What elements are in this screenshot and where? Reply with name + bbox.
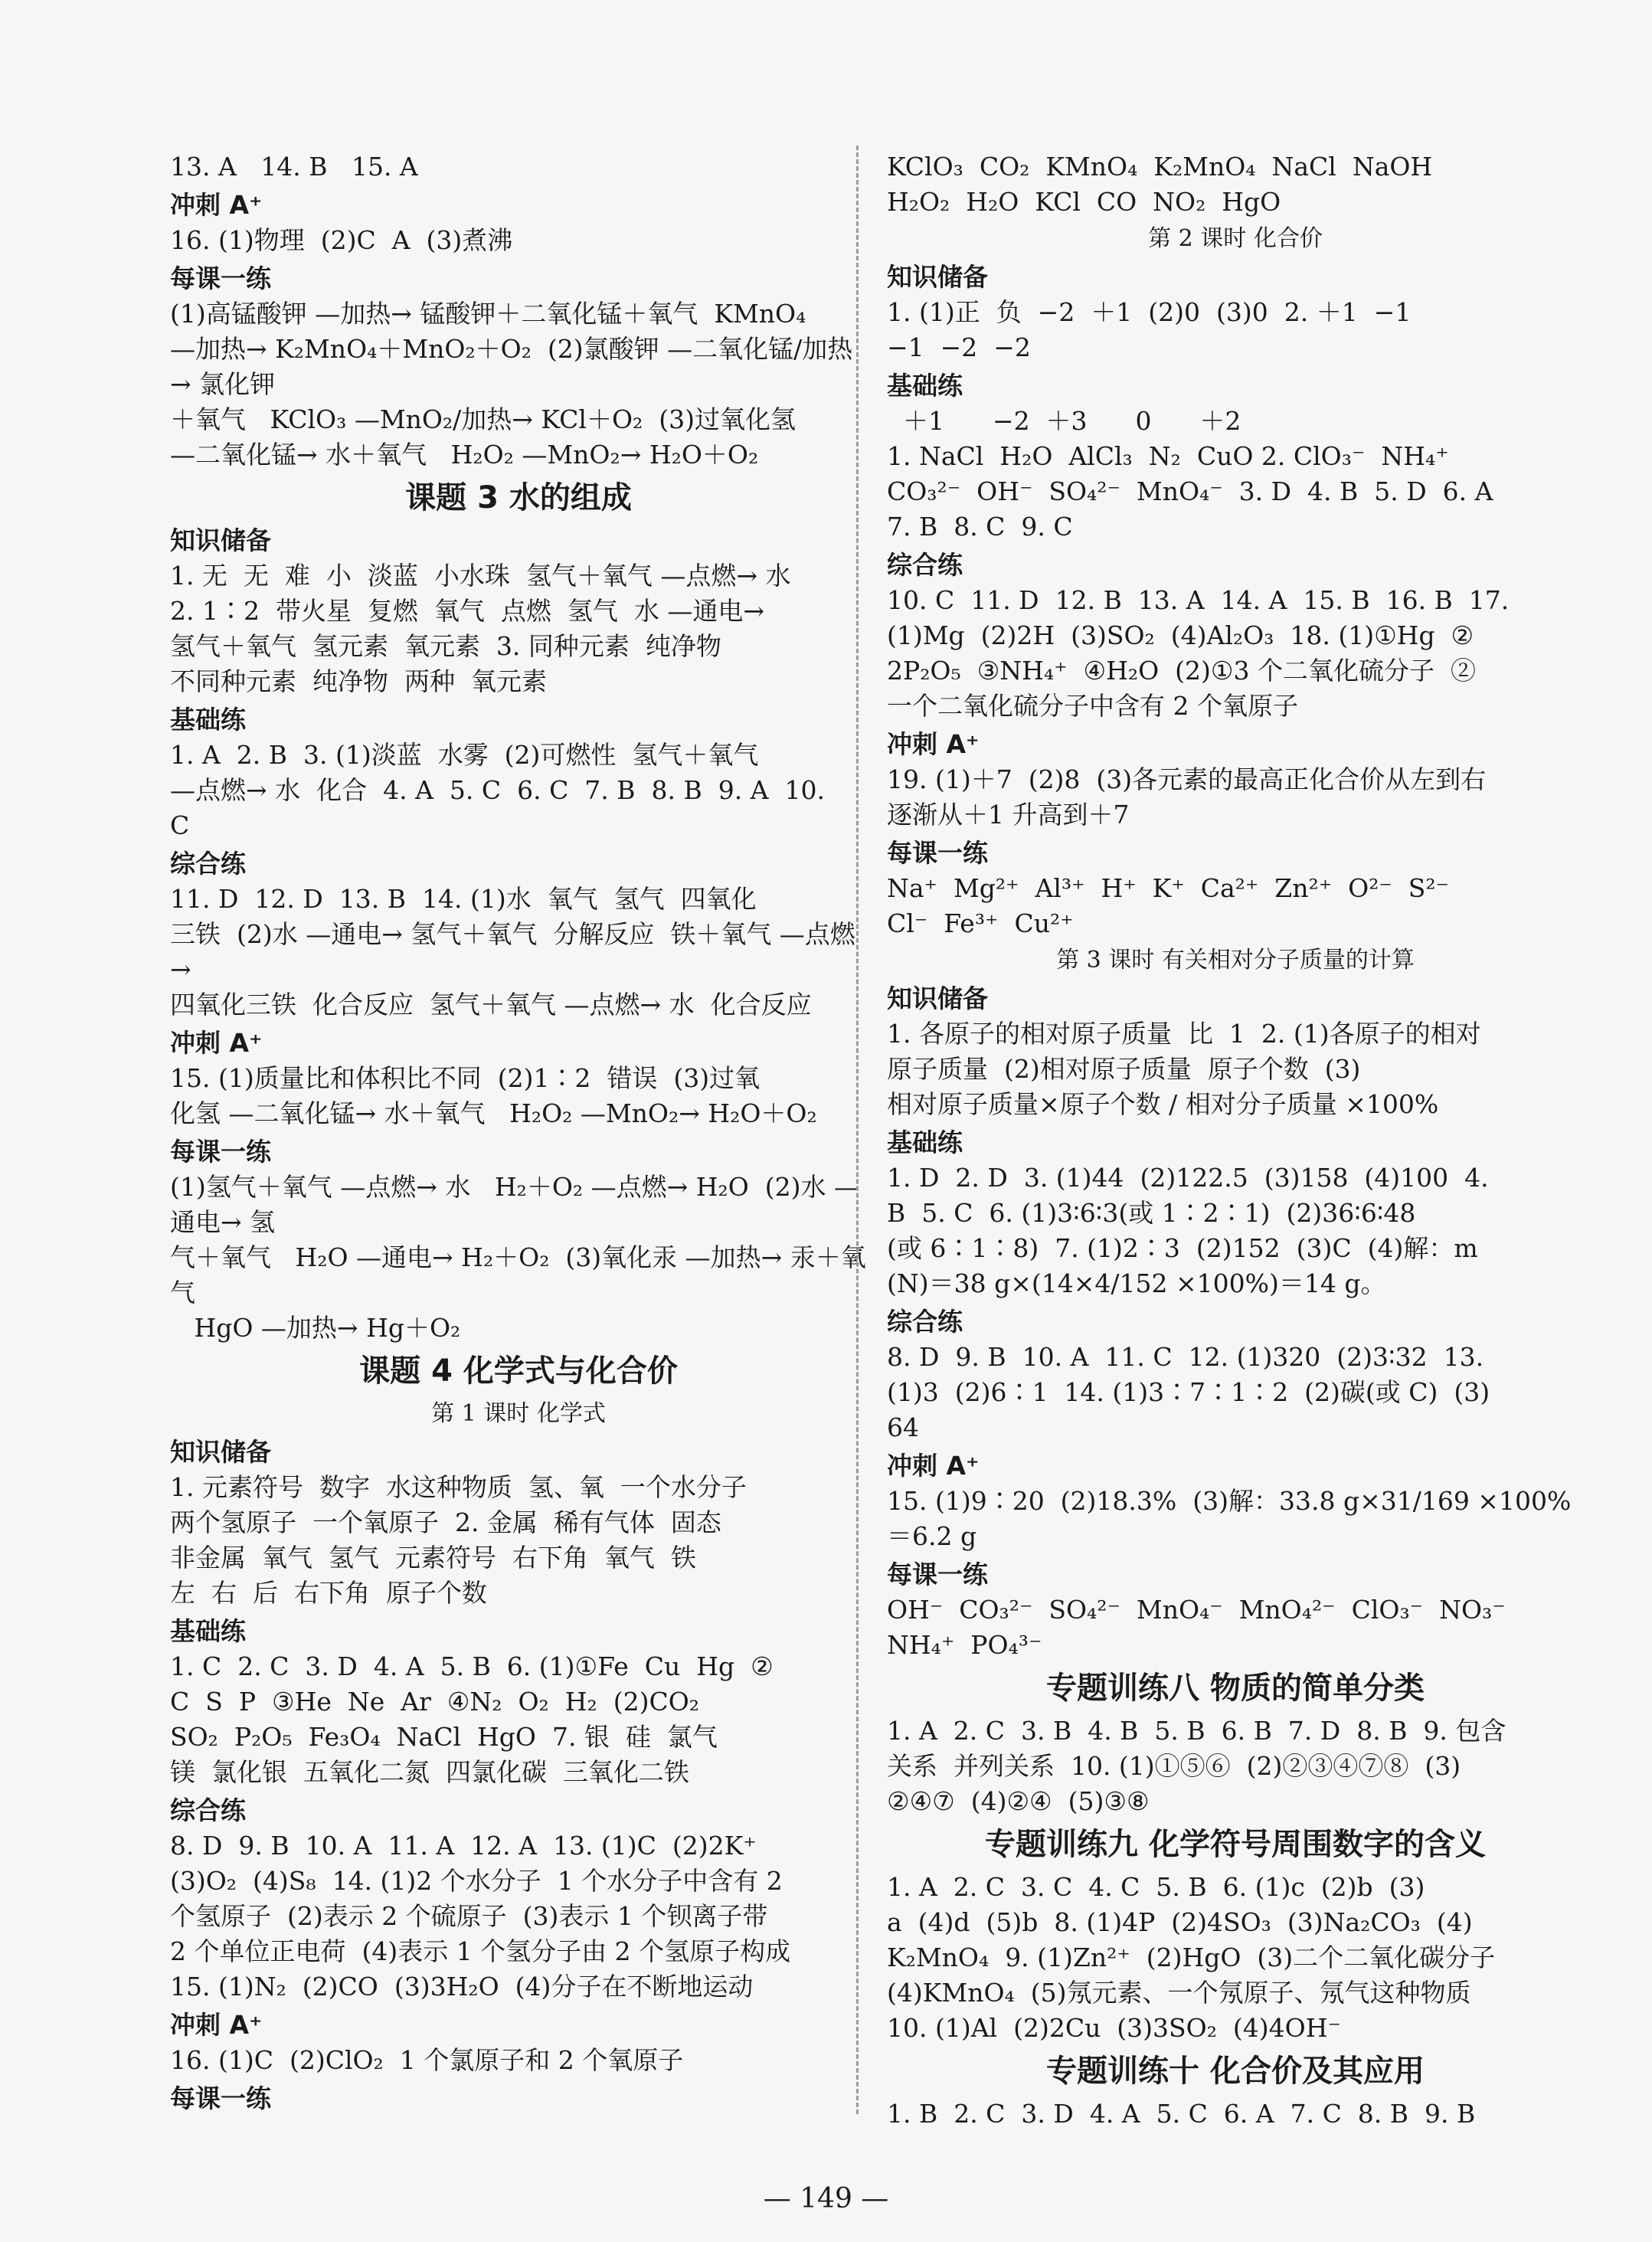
text-line: 1. 元素符号 数字 水这种物质 氢、氧 一个水分子 [170,1472,747,1502]
text-line: (4)KMnO₄ (5)氖元素、一个氖原子、氖气这种物质 [887,1978,1471,2008]
text-line: 11. D 12. D 13. B 14. (1)水 氧气 氢气 四氧化 [170,884,757,914]
text-line: 1. A 2. C 3. B 4. B 5. B 6. B 7. D 8. B 9. 包含 [887,1716,1506,1746]
text-line: 1. D 2. D 3. (1)44 (2)122.5 (3)158 (4)100 4. [887,1163,1489,1193]
section-label: 综合练 [887,1307,963,1337]
text-line: 一个二氧化硫分子中含有 2 个氧原子 [887,691,1298,721]
heading: 专题训练十 化合价及其应用 [1046,2054,1425,2089]
text-line: 15. (1)质量比和体积比不同 (2)1∶2 错误 (3)过氧 [170,1063,761,1093]
text-line: OH⁻ CO₃²⁻ SO₄²⁻ MnO₄⁻ MnO₄²⁻ ClO₃⁻ NO₃⁻ [887,1595,1506,1625]
section-label: 基础练 [170,705,246,735]
text-line: 两个氢原子 一个氧原子 2. 金属 稀有气体 固态 [170,1507,721,1537]
text-line: 氢气＋氧气 氢元素 氧元素 3. 同种元素 纯净物 [170,631,721,661]
section-label: 知识储备 [170,525,271,555]
text-line: 19. (1)＋7 (2)8 (3)各元素的最高正化合价从左到右 [887,764,1487,794]
section-label: 基础练 [887,1128,963,1157]
section-label: 每课一练 [170,263,271,293]
text-line: 1. 各原子的相对原子质量 比 1 2. (1)各原子的相对 [887,1019,1481,1049]
text-line: Na⁺ Mg²⁺ Al³⁺ H⁺ K⁺ Ca²⁺ Zn²⁺ O²⁻ S²⁻ [887,873,1450,903]
text-line: 1. B 2. C 3. D 4. A 5. C 6. A 7. C 8. B 9. B [887,2099,1476,2129]
text-line: 个氢原子 (2)表示 2 个硫原子 (3)表示 1 个钡离子带 [170,1901,768,1931]
text-line: 7. B 8. C 9. C [887,512,1073,542]
text-line: 8. D 9. B 10. A 11. C 12. (1)320 (2)3∶32 13. [887,1342,1484,1372]
text-line: SO₂ P₂O₅ Fe₃O₄ NaCl HgO 7. 银 硅 氯气 [170,1722,718,1752]
section-label: 冲刺 A⁺ [170,2010,263,2040]
section-label: 冲刺 A⁺ [170,190,263,220]
text-line: 左 右 后 右下角 原子个数 [170,1578,487,1608]
section-label: 综合练 [170,1795,246,1825]
right-column [887,149,1584,2132]
text-line: 2 个单位正电荷 (4)表示 1 个氢分子由 2 个氢原子构成 [170,1936,791,1966]
text-line: (1)氢气＋氧气 —点燃→ 水 H₂＋O₂ —点燃→ H₂O (2)水 —通电→ 氢 [170,1172,860,1237]
section-label: 每课一练 [170,1137,271,1167]
heading: 专题训练九 化学符号周围数字的含义 [985,1827,1486,1862]
text-line: 非金属 氧气 氢气 元素符号 右下角 氧气 铁 [170,1543,696,1573]
text-line: 1. C 2. C 3. D 4. A 5. B 6. (1)①Fe Cu Hg ② [170,1651,774,1681]
text-line: 2. 1∶2 带火星 复燃 氧气 点燃 氢气 水 —通电→ [170,596,764,626]
text-line: 四氧化三铁 化合反应 氢气＋氧气 —点燃→ 水 化合反应 [170,990,812,1020]
section-label: 综合练 [887,550,963,580]
heading: 第 3 课时 有关相对分子质量的计算 [1056,947,1415,974]
section-label: 每课一练 [887,838,988,868]
text-line: 10. (1)Al (2)2Cu (3)3SO₂ (4)4OH⁻ [887,2013,1341,2043]
text-line: 镁 氯化银 五氧化二氮 四氯化碳 三氧化二铁 [170,1757,689,1787]
left-column [170,149,867,2116]
text-line: 8. D 9. B 10. A 11. A 12. A 13. (1)C (2)2K⁺ [170,1831,757,1861]
text-line: a (4)d (5)b 8. (1)4P (2)4SO₃ (3)Na₂CO₃ (4) [887,1907,1473,1937]
heading: 第 2 课时 化合价 [1148,225,1323,252]
text-line: 1. 无 无 难 小 淡蓝 小水珠 氢气＋氧气 —点燃→ 水 [170,561,791,591]
text-line: B 5. C 6. (1)3∶6∶3(或 1∶2∶1) (2)36∶6∶48 [887,1198,1416,1228]
section-label: 知识储备 [887,984,988,1013]
text-line: KClO₃ CO₂ KMnO₄ K₂MnO₄ NaCl NaOH [887,152,1433,182]
text-line: (N)＝38 g×(14×4/152 ×100%)＝14 g。 [887,1268,1386,1298]
heading: 课题 3 水的组成 [405,480,632,515]
text-line: 1. A 2. B 3. (1)淡蓝 水雾 (2)可燃性 氢气＋氧气 [170,740,759,770]
text-line: HgO —加热→ Hg＋O₂ [170,1313,461,1343]
text-line: 化氢 —二氧化锰→ 水＋氧气 H₂O₂ —MnO₂→ H₂O＋O₂ [170,1098,817,1128]
text-line: C S P ③He Ne Ar ④N₂ O₂ H₂ (2)CO₂ [170,1687,700,1717]
text-line: ＝6.2 g [887,1521,977,1551]
text-line: CO₃²⁻ OH⁻ SO₄²⁻ MnO₄⁻ 3. D 4. B 5. D 6. A [887,476,1493,506]
page-number: — 149 — [763,2183,889,2214]
heading: 课题 4 化学式与化合价 [359,1353,678,1389]
text-line: ②④⑦ (4)②④ (5)③⑧ [887,1786,1150,1816]
text-line: 1. A 2. C 3. C 4. C 5. B 6. (1)c (2)b (3) [887,1872,1425,1902]
section-label: 基础练 [170,1616,246,1646]
text-line: NH₄⁺ PO₄³⁻ [887,1630,1042,1660]
text-line: 不同种元素 纯净物 两种 氧元素 [170,666,547,696]
text-line: 关系 并列关系 10. (1)①⑤⑥ (2)②③④⑦⑧ (3) [887,1751,1461,1781]
text-line: 16. (1)C (2)ClO₂ 1 个氯原子和 2 个氧原子 [170,2045,684,2075]
section-label: 冲刺 A⁺ [170,1028,263,1058]
text-line: 逐渐从＋1 升高到＋7 [887,800,1130,830]
text-line: 2P₂O₅ ③NH₄⁺ ④H₂O (2)①3 个二氧化硫分子 ② [887,656,1476,686]
section-label: 基础练 [887,371,963,401]
section-label: 每课一练 [170,2083,271,2113]
text-line: (或 6∶1∶8) 7. (1)2∶3 (2)152 (3)C (4)解：m [887,1233,1478,1263]
text-line: (1)高锰酸钾 —加热→ 锰酸钾＋二氧化锰＋氧气 KMnO₄ [170,299,806,329]
text-line: —加热→ K₂MnO₄＋MnO₂＋O₂ (2)氯酸钾 —二氧化锰/加热→ 氯化钾 [170,334,853,399]
heading: 专题训练八 物质的简单分类 [1046,1671,1425,1706]
text-line: −1 −2 −2 [887,332,1031,362]
text-line: 气＋氧气 H₂O —通电→ H₂＋O₂ (3)氧化汞 —加热→ 汞＋氧气 [170,1242,866,1308]
text-line: 13. A 14. B 15. A [170,152,418,182]
text-line: (1)3 (2)6∶1 14. (1)3∶7∶1∶2 (2)碳(或 C) (3) [887,1377,1490,1407]
text-line: H₂O₂ H₂O KCl CO NO₂ HgO [887,187,1281,217]
heading: 第 1 课时 化学式 [431,1400,606,1427]
text-line: 15. (1)N₂ (2)CO (3)3H₂O (4)分子在不断地运动 [170,1972,754,2001]
text-line: 1. NaCl H₂O AlCl₃ N₂ CuO 2. ClO₃⁻ NH₄⁺ [887,441,1449,471]
text-line: 原子质量 (2)相对原子质量 原子个数 (3) [887,1054,1361,1084]
column-divider [856,146,859,2114]
text-line: 16. (1)物理 (2)C A (3)煮沸 [170,225,513,255]
section-label: 知识储备 [887,262,988,292]
text-line: C [170,810,190,840]
section-label: 综合练 [170,849,246,879]
text-line: (1)Mg (2)2H (3)SO₂ (4)Al₂O₃ 18. (1)①Hg ② [887,620,1474,650]
text-line: Cl⁻ Fe³⁺ Cu²⁺ [887,908,1074,938]
section-label: 冲刺 A⁺ [887,729,980,759]
text-line: 15. (1)9∶20 (2)18.3% (3)解：33.8 g×31/169 ×100% [887,1486,1572,1516]
section-label: 知识储备 [170,1437,271,1467]
section-label: 冲刺 A⁺ [887,1451,980,1481]
text-line: —点燃→ 水 化合 4. A 5. C 6. C 7. B 8. B 9. A 10. [170,775,825,805]
text-line: 10. C 11. D 12. B 13. A 14. A 15. B 16. B 17. [887,585,1510,615]
text-line: 1. (1)正 负 −2 ＋1 (2)0 (3)0 2. ＋1 −1 [887,297,1412,327]
text-line: ＋1 −2 ＋3 0 ＋2 [887,406,1241,436]
text-line: K₂MnO₄ 9. (1)Zn²⁺ (2)HgO (3)二个二氧化碳分子 [887,1943,1496,1972]
text-line: —二氧化锰→ 水＋氧气 H₂O₂ —MnO₂→ H₂O＋O₂ [170,440,759,470]
text-line: ＋氧气 KClO₃ —MnO₂/加热→ KCl＋O₂ (3)过氧化氢 [170,404,796,434]
section-label: 每课一练 [887,1560,988,1589]
text-line: 相对原子质量×原子个数 / 相对分子质量 ×100% [887,1089,1439,1119]
text-line: 三铁 (2)水 —通电→ 氢气＋氧气 分解反应 铁＋氧气 —点燃→ [170,919,855,984]
text-line: (3)O₂ (4)S₈ 14. (1)2 个水分子 1 个水分子中含有 2 [170,1866,783,1896]
text-line: 64 [887,1412,919,1442]
